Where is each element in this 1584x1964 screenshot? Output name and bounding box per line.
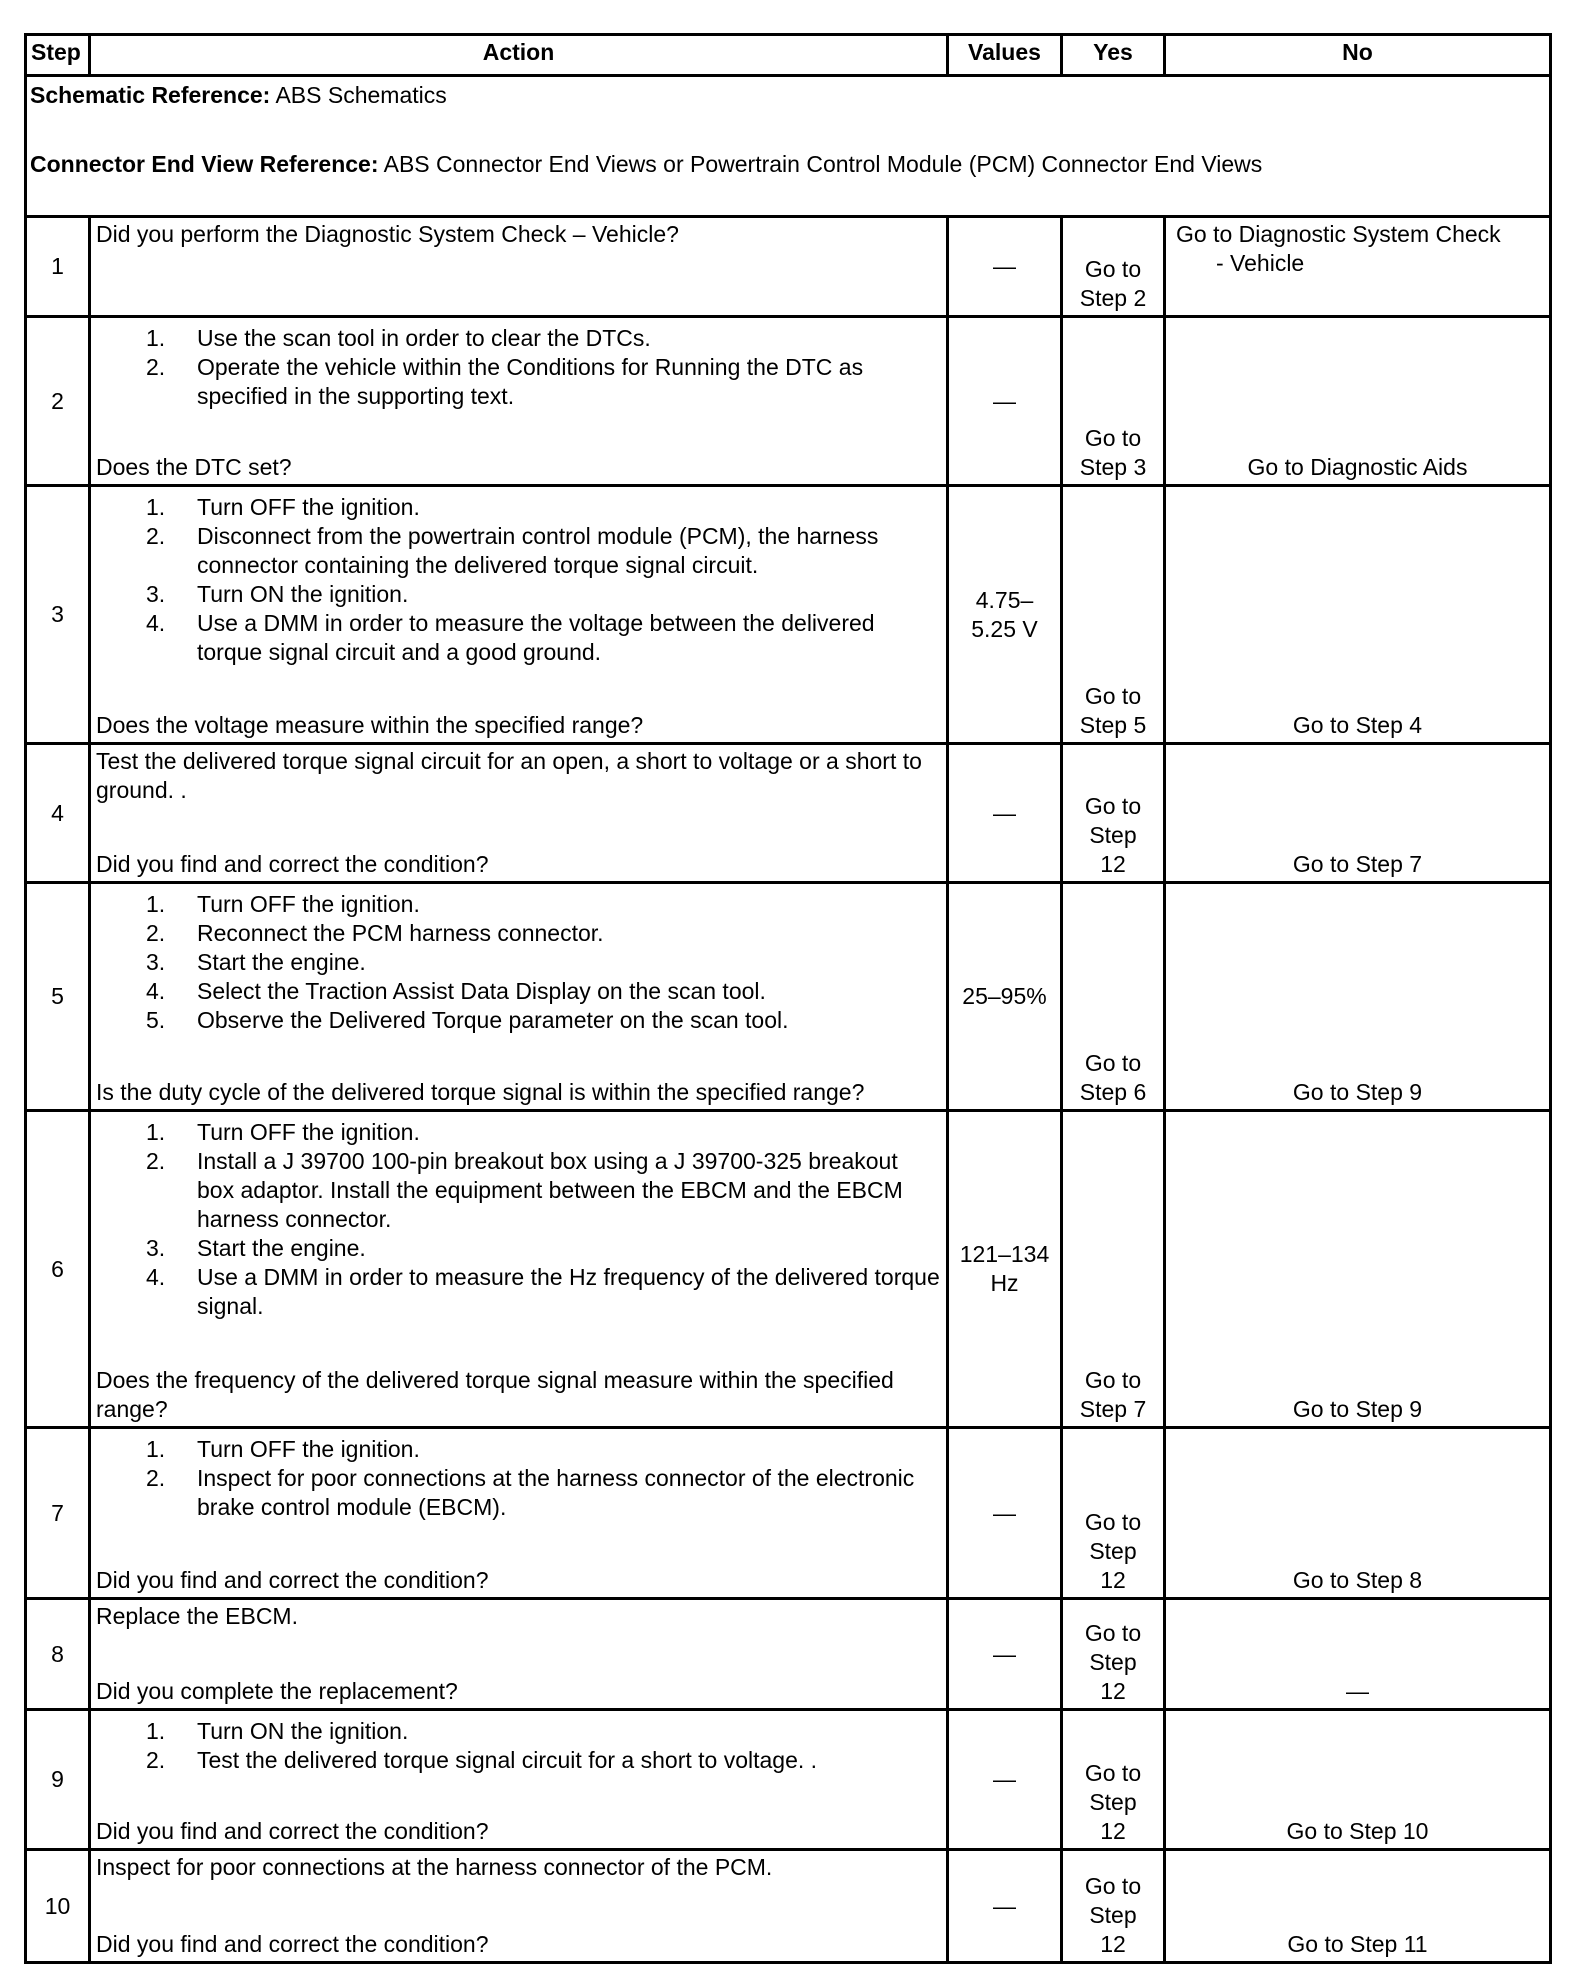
yes-text: Go to Step 7 bbox=[1079, 1367, 1147, 1422]
action-list-item bbox=[96, 1717, 941, 1746]
action-list-item bbox=[96, 609, 941, 667]
list-item-text: Start the engine. bbox=[197, 949, 366, 975]
step-number: 2 bbox=[26, 317, 90, 486]
action-list bbox=[96, 493, 941, 667]
list-item-number: 2. bbox=[146, 1465, 166, 1491]
action-list-item bbox=[96, 977, 941, 1006]
action-list-item bbox=[96, 1464, 941, 1522]
action-list-item bbox=[96, 1147, 941, 1234]
header-step: Step bbox=[26, 35, 90, 76]
list-item-number: 4. bbox=[146, 610, 166, 636]
list-item-number: 4. bbox=[146, 978, 166, 1004]
step-number: 10 bbox=[26, 1850, 90, 1963]
step-action bbox=[90, 883, 948, 1111]
step-value: 4.75–5.25 V bbox=[948, 486, 1062, 744]
list-item-text: Disconnect from the powertrain control module (PCM), the harness connector containing the delivered torque signal circuit. bbox=[197, 523, 879, 578]
list-item-text: Turn OFF the ignition. bbox=[197, 494, 420, 520]
action-list bbox=[96, 1435, 941, 1522]
step-yes bbox=[1062, 1111, 1165, 1428]
header-values: Values bbox=[948, 35, 1062, 76]
header-no: No bbox=[1165, 35, 1551, 76]
step-action bbox=[90, 1710, 948, 1850]
reference-cell bbox=[26, 76, 1551, 217]
action-list-item bbox=[96, 1435, 941, 1464]
list-item-number: 1. bbox=[146, 891, 166, 917]
step-number: 1 bbox=[26, 217, 90, 317]
table-row bbox=[26, 1111, 1551, 1428]
list-item-text: Use a DMM in order to measure the voltage between the delivered torque signal circuit and a good ground. bbox=[197, 610, 875, 665]
action-question: Does the voltage measure within the specified range? bbox=[96, 712, 644, 738]
step-yes bbox=[1062, 1599, 1165, 1710]
step-no: Go to Step 8 bbox=[1165, 1428, 1551, 1599]
action-question: Does the DTC set? bbox=[96, 454, 292, 480]
step-value: 121–134 Hz bbox=[948, 1111, 1062, 1428]
step-number: 3 bbox=[26, 486, 90, 744]
step-no: Go to Diagnostic Aids bbox=[1165, 317, 1551, 486]
table-row bbox=[26, 744, 1551, 883]
step-no: Go to Step 4 bbox=[1165, 486, 1551, 744]
step-no: Go to Step 10 bbox=[1165, 1710, 1551, 1850]
list-item-number: 3. bbox=[146, 1235, 166, 1261]
table-row bbox=[26, 217, 1551, 317]
step-no: Go to Step 9 bbox=[1165, 1111, 1551, 1428]
table-row bbox=[26, 486, 1551, 744]
list-item-text: Select the Traction Assist Data Display on the scan tool. bbox=[197, 978, 766, 1004]
step-number: 4 bbox=[26, 744, 90, 883]
action-question: Did you find and correct the condition? bbox=[96, 1931, 489, 1957]
table-row bbox=[26, 883, 1551, 1111]
step-number: 5 bbox=[26, 883, 90, 1111]
step-value: — bbox=[948, 217, 1062, 317]
reference-row bbox=[26, 76, 1551, 217]
list-item-number: 5. bbox=[146, 1007, 166, 1033]
list-item-text: Turn ON the ignition. bbox=[197, 1718, 409, 1744]
action-text: Test the delivered torque signal circuit for an open, a short to voltage or a short to ground. . bbox=[96, 748, 922, 803]
yes-text: Go to Step 3 bbox=[1079, 425, 1147, 480]
step-value: — bbox=[948, 744, 1062, 883]
yes-text: Go to Step 6 bbox=[1079, 1050, 1147, 1105]
list-item-number: 1. bbox=[146, 1119, 166, 1145]
list-item-number: 3. bbox=[146, 581, 166, 607]
list-item-number: 1. bbox=[146, 325, 166, 351]
action-list-item bbox=[96, 890, 941, 919]
step-value: 25–95% bbox=[948, 883, 1062, 1111]
list-item-number: 2. bbox=[146, 920, 166, 946]
diagnostic-table bbox=[24, 33, 1552, 1964]
list-item-text: Start the engine. bbox=[197, 1235, 366, 1261]
action-question: Did you find and correct the condition? bbox=[96, 1818, 489, 1844]
step-no bbox=[1165, 217, 1551, 317]
yes-text: Go to Step 12 bbox=[1084, 1873, 1142, 1957]
action-list-item bbox=[96, 1006, 941, 1035]
step-number: 9 bbox=[26, 1710, 90, 1850]
step-action bbox=[90, 1599, 948, 1710]
action-list-item bbox=[96, 1234, 941, 1263]
action-list-item bbox=[96, 522, 941, 580]
step-no: Go to Step 11 bbox=[1165, 1850, 1551, 1963]
yes-text: Go to Step 12 bbox=[1084, 1620, 1142, 1704]
step-value: — bbox=[948, 1710, 1062, 1850]
yes-text: Go to Step 2 bbox=[1079, 256, 1147, 311]
action-text: Replace the EBCM. bbox=[96, 1603, 298, 1629]
action-list-item bbox=[96, 919, 941, 948]
yes-text: Go to Step 5 bbox=[1079, 683, 1147, 738]
step-action bbox=[90, 744, 948, 883]
step-no: Go to Step 7 bbox=[1165, 744, 1551, 883]
step-yes bbox=[1062, 317, 1165, 486]
list-item-number: 3. bbox=[146, 949, 166, 975]
no-text-continued: - Vehicle bbox=[1216, 250, 1305, 276]
schematic-reference-value: ABS Schematics bbox=[270, 82, 447, 108]
yes-text: Go to Step 12 bbox=[1084, 1509, 1142, 1593]
step-yes bbox=[1062, 1710, 1165, 1850]
yes-text: Go to Step 12 bbox=[1084, 793, 1142, 877]
yes-text: Go to Step 12 bbox=[1084, 1760, 1142, 1844]
list-item-text: Use the scan tool in order to clear the DTCs. bbox=[197, 325, 651, 351]
action-list bbox=[96, 1118, 941, 1321]
step-number: 7 bbox=[26, 1428, 90, 1599]
table-header-row bbox=[26, 35, 1551, 76]
list-item-text: Test the delivered torque signal circuit for a short to voltage. . bbox=[197, 1747, 818, 1773]
list-item-number: 1. bbox=[146, 1718, 166, 1744]
list-item-text: Operate the vehicle within the Conditions for Running the DTC as specified in the supporting text. bbox=[197, 354, 864, 409]
action-list-item bbox=[96, 1118, 941, 1147]
table-row bbox=[26, 1428, 1551, 1599]
action-list bbox=[96, 324, 941, 411]
step-action bbox=[90, 1428, 948, 1599]
list-item-number: 1. bbox=[146, 494, 166, 520]
step-value: — bbox=[948, 317, 1062, 486]
header-action: Action bbox=[90, 35, 948, 76]
header-yes: Yes bbox=[1062, 35, 1165, 76]
list-item-number: 1. bbox=[146, 1436, 166, 1462]
action-list-item bbox=[96, 948, 941, 977]
schematic-reference-label: Schematic Reference: bbox=[30, 82, 271, 108]
list-item-text: Turn OFF the ignition. bbox=[197, 891, 420, 917]
action-question: Did you find and correct the condition? bbox=[96, 851, 489, 877]
step-yes bbox=[1062, 744, 1165, 883]
list-item-text: Reconnect the PCM harness connector. bbox=[197, 920, 604, 946]
table-row bbox=[26, 1599, 1551, 1710]
action-list-item bbox=[96, 1263, 941, 1321]
step-value: — bbox=[948, 1850, 1062, 1963]
schematic-reference bbox=[30, 81, 1546, 110]
table-row bbox=[26, 1710, 1551, 1850]
action-list-item bbox=[96, 353, 941, 411]
list-item-text: Turn OFF the ignition. bbox=[197, 1119, 420, 1145]
step-yes bbox=[1062, 217, 1165, 317]
no-text: Go to Diagnostic System Check bbox=[1176, 221, 1501, 247]
step-action bbox=[90, 317, 948, 486]
action-text: Inspect for poor connections at the harness connector of the PCM. bbox=[96, 1854, 773, 1880]
list-item-number: 2. bbox=[146, 354, 166, 380]
action-question: Does the frequency of the delivered torque signal measure within the specified range? bbox=[96, 1367, 894, 1422]
step-action bbox=[90, 217, 948, 317]
step-number: 8 bbox=[26, 1599, 90, 1710]
step-yes bbox=[1062, 1428, 1165, 1599]
list-item-text: Turn ON the ignition. bbox=[197, 581, 409, 607]
list-item-number: 4. bbox=[146, 1264, 166, 1290]
diagnostic-page bbox=[24, 33, 1549, 1964]
list-item-number: 2. bbox=[146, 1148, 166, 1174]
list-item-number: 2. bbox=[146, 1747, 166, 1773]
step-value: — bbox=[948, 1428, 1062, 1599]
connector-reference-value: ABS Connector End Views or Powertrain Control Module (PCM) Connector End Views bbox=[378, 151, 1263, 177]
step-action bbox=[90, 486, 948, 744]
step-no: — bbox=[1165, 1599, 1551, 1710]
step-action bbox=[90, 1111, 948, 1428]
step-yes bbox=[1062, 486, 1165, 744]
action-list bbox=[96, 1717, 941, 1775]
table-row bbox=[26, 317, 1551, 486]
list-item-number: 2. bbox=[146, 523, 166, 549]
action-list-item bbox=[96, 493, 941, 522]
connector-reference bbox=[30, 150, 1546, 179]
action-question: Is the duty cycle of the delivered torque signal is within the specified range? bbox=[96, 1079, 865, 1105]
connector-reference-label: Connector End View Reference: bbox=[30, 151, 379, 177]
list-item-text: Use a DMM in order to measure the Hz frequency of the delivered torque signal. bbox=[197, 1264, 940, 1319]
step-value: — bbox=[948, 1599, 1062, 1710]
action-text: Did you perform the Diagnostic System Check – Vehicle? bbox=[96, 221, 679, 247]
action-list-item bbox=[96, 324, 941, 353]
list-item-text: Observe the Delivered Torque parameter on the scan tool. bbox=[197, 1007, 789, 1033]
action-question: Did you find and correct the condition? bbox=[96, 1567, 489, 1593]
step-number: 6 bbox=[26, 1111, 90, 1428]
list-item-text: Inspect for poor connections at the harness connector of the electronic brake control module (EBCM). bbox=[197, 1465, 915, 1520]
list-item-text: Install a J 39700 100-pin breakout box using a J 39700-325 breakout box adaptor. Install the equipment between the EBCM and the EBCM harness connector. bbox=[197, 1148, 903, 1232]
action-question: Did you complete the replacement? bbox=[96, 1678, 458, 1704]
action-list-item bbox=[96, 580, 941, 609]
action-list bbox=[96, 890, 941, 1035]
action-list-item bbox=[96, 1746, 941, 1775]
step-no: Go to Step 9 bbox=[1165, 883, 1551, 1111]
list-item-text: Turn OFF the ignition. bbox=[197, 1436, 420, 1462]
step-yes bbox=[1062, 883, 1165, 1111]
